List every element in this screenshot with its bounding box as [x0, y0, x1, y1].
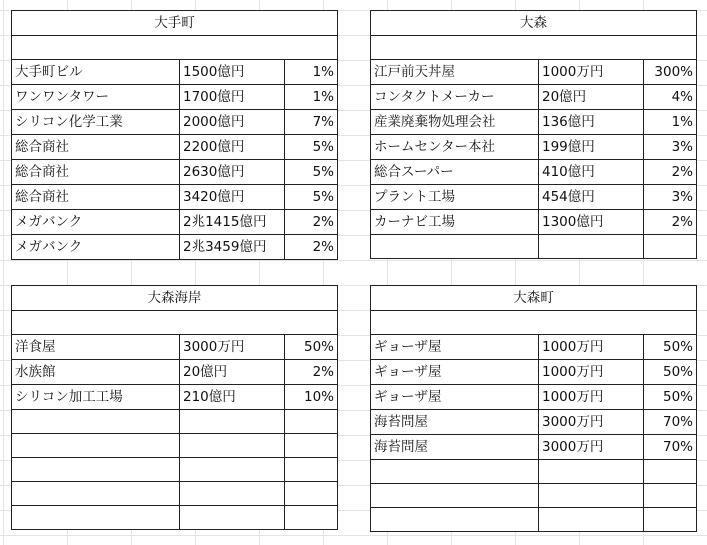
table-row	[12, 360, 338, 385]
table-blank-row	[12, 311, 338, 335]
percent-cell[interactable]: 7%	[285, 110, 338, 135]
percent-cell[interactable]: 3%	[644, 185, 697, 210]
table-row	[371, 110, 697, 135]
company-cell[interactable]: 総合商社	[12, 185, 180, 210]
table-row	[12, 135, 338, 160]
company-cell[interactable]: 産業廃棄物処理会社	[371, 110, 539, 135]
table-row	[371, 335, 697, 360]
table-row	[12, 458, 338, 482]
table-row	[371, 135, 697, 160]
percent-cell[interactable]: 1%	[644, 110, 697, 135]
table-row	[371, 435, 697, 460]
company-cell[interactable]	[12, 410, 180, 434]
company-cell[interactable]	[12, 482, 180, 506]
percent-cell[interactable]: 50%	[644, 385, 697, 410]
company-cell[interactable]: ギョーザ屋	[371, 385, 539, 410]
percent-cell[interactable]	[644, 460, 697, 484]
percent-cell[interactable]: 50%	[644, 360, 697, 385]
capital-cell[interactable]: 20億円	[539, 85, 644, 110]
company-cell[interactable]	[12, 506, 180, 530]
percent-cell[interactable]	[285, 482, 338, 506]
table-row	[12, 160, 338, 185]
company-cell[interactable]	[12, 434, 180, 458]
table-row	[371, 85, 697, 110]
table-title-row	[371, 286, 697, 311]
company-cell[interactable]: 海苔問屋	[371, 410, 539, 435]
table-blank-row	[371, 311, 697, 335]
company-cell[interactable]: シリコン化学工業	[12, 110, 180, 135]
percent-cell[interactable]: 50%	[644, 335, 697, 360]
percent-cell[interactable]: 2%	[644, 210, 697, 235]
capital-cell[interactable]: 1000万円	[539, 60, 644, 85]
table-title[interactable]: 大森海岸	[12, 286, 338, 311]
omori-machi-table	[370, 285, 697, 532]
capital-cell[interactable]: 2兆1415億円	[180, 210, 285, 235]
table-row	[371, 484, 697, 508]
percent-cell[interactable]: 1%	[285, 85, 338, 110]
table-row	[371, 210, 697, 235]
table-row	[12, 210, 338, 235]
percent-cell[interactable]: 3%	[644, 135, 697, 160]
capital-cell[interactable]: 3000万円	[180, 335, 285, 360]
table-row	[12, 235, 338, 260]
company-cell[interactable]: 洋食屋	[12, 335, 180, 360]
capital-cell[interactable]: 2000億円	[180, 110, 285, 135]
omori-kaigan-table	[11, 285, 338, 530]
capital-cell[interactable]: 210億円	[180, 385, 285, 410]
company-cell[interactable]: ホームセンター本社	[371, 135, 539, 160]
percent-cell[interactable]	[285, 434, 338, 458]
company-cell[interactable]: 総合商社	[12, 135, 180, 160]
capital-cell[interactable]: 2200億円	[180, 135, 285, 160]
percent-cell[interactable]: 70%	[644, 435, 697, 460]
capital-cell[interactable]: 20億円	[180, 360, 285, 385]
table-row	[371, 360, 697, 385]
table-row	[12, 85, 338, 110]
table-title[interactable]: 大森町	[371, 286, 697, 311]
capital-cell[interactable]: 410億円	[539, 160, 644, 185]
table-row	[371, 410, 697, 435]
table-row	[12, 506, 338, 530]
percent-cell[interactable]	[644, 235, 697, 259]
capital-cell[interactable]: 3000万円	[539, 410, 644, 435]
percent-cell[interactable]: 1%	[285, 60, 338, 85]
company-cell[interactable]	[371, 484, 539, 508]
capital-cell[interactable]	[180, 434, 285, 458]
table-row	[12, 482, 338, 506]
capital-cell[interactable]: 199億円	[539, 135, 644, 160]
capital-cell[interactable]	[539, 508, 644, 532]
capital-cell[interactable]: 3420億円	[180, 185, 285, 210]
capital-cell[interactable]	[539, 460, 644, 484]
capital-cell[interactable]: 454億円	[539, 185, 644, 210]
company-cell[interactable]: 江戸前天丼屋	[371, 60, 539, 85]
capital-cell[interactable]: 3000万円	[539, 435, 644, 460]
blank-cell[interactable]	[12, 311, 338, 335]
table-row	[12, 335, 338, 360]
table-row	[371, 160, 697, 185]
percent-cell[interactable]: 2%	[285, 360, 338, 385]
percent-cell[interactable]: 300%	[644, 60, 697, 85]
table-title[interactable]: 大手町	[12, 11, 338, 36]
percent-cell[interactable]: 5%	[285, 185, 338, 210]
capital-cell[interactable]: 1000万円	[539, 385, 644, 410]
percent-cell[interactable]: 4%	[644, 85, 697, 110]
percent-cell[interactable]: 70%	[644, 410, 697, 435]
percent-cell[interactable]: 10%	[285, 385, 338, 410]
blank-cell[interactable]	[371, 36, 697, 60]
company-cell[interactable]	[371, 508, 539, 532]
capital-cell[interactable]: 136億円	[539, 110, 644, 135]
capital-cell[interactable]: 1700億円	[180, 85, 285, 110]
company-cell[interactable]: プラント工場	[371, 185, 539, 210]
otemachi-table	[11, 10, 338, 260]
table-row	[12, 434, 338, 458]
capital-cell[interactable]: 1000万円	[539, 360, 644, 385]
percent-cell[interactable]: 2%	[285, 235, 338, 260]
table-row	[12, 60, 338, 85]
percent-cell[interactable]	[285, 506, 338, 530]
percent-cell[interactable]: 2%	[644, 160, 697, 185]
blank-cell[interactable]	[371, 311, 697, 335]
table-row	[12, 410, 338, 434]
company-cell[interactable]: シリコン加工工場	[12, 385, 180, 410]
capital-cell[interactable]: 2630億円	[180, 160, 285, 185]
percent-cell[interactable]: 5%	[285, 160, 338, 185]
table-row	[12, 185, 338, 210]
company-cell[interactable]: 総合商社	[12, 160, 180, 185]
omori-table	[370, 10, 697, 259]
company-cell[interactable]: 水族館	[12, 360, 180, 385]
table-title-row	[12, 286, 338, 311]
table-row	[371, 60, 697, 85]
percent-cell[interactable]: 5%	[285, 135, 338, 160]
company-cell[interactable]: カーナビ工場	[371, 210, 539, 235]
table-title-row	[371, 11, 697, 36]
capital-cell[interactable]: 1000万円	[539, 335, 644, 360]
capital-cell[interactable]: 1300億円	[539, 210, 644, 235]
table-row	[371, 460, 697, 484]
capital-cell[interactable]: 1500億円	[180, 60, 285, 85]
company-cell[interactable]: メガバンク	[12, 210, 180, 235]
capital-cell[interactable]	[539, 235, 644, 259]
table-row	[12, 385, 338, 410]
blank-cell[interactable]	[12, 36, 338, 60]
company-cell[interactable]: 総合スーパー	[371, 160, 539, 185]
percent-cell[interactable]	[285, 458, 338, 482]
company-cell[interactable]: ワンワンタワー	[12, 85, 180, 110]
capital-cell[interactable]	[539, 484, 644, 508]
percent-cell[interactable]	[285, 410, 338, 434]
table-row	[12, 110, 338, 135]
company-cell[interactable]: 大手町ビル	[12, 60, 180, 85]
capital-cell[interactable]	[180, 458, 285, 482]
company-cell[interactable]: ギョーザ屋	[371, 335, 539, 360]
capital-cell[interactable]: 2兆3459億円	[180, 235, 285, 260]
percent-cell[interactable]	[644, 508, 697, 532]
company-cell[interactable]: 海苔問屋	[371, 435, 539, 460]
capital-cell[interactable]	[180, 410, 285, 434]
capital-cell[interactable]	[180, 482, 285, 506]
table-row	[371, 508, 697, 532]
table-blank-row	[12, 36, 338, 60]
company-cell[interactable]	[371, 460, 539, 484]
company-cell[interactable]	[12, 458, 180, 482]
capital-cell[interactable]	[180, 506, 285, 530]
percent-cell[interactable]: 50%	[285, 335, 338, 360]
percent-cell[interactable]: 2%	[285, 210, 338, 235]
table-row	[371, 235, 697, 259]
table-blank-row	[371, 36, 697, 60]
company-cell[interactable]: メガバンク	[12, 235, 180, 260]
table-title[interactable]: 大森	[371, 11, 697, 36]
company-cell[interactable]	[371, 235, 539, 259]
company-cell[interactable]: コンタクトメーカー	[371, 85, 539, 110]
company-cell[interactable]: ギョーザ屋	[371, 360, 539, 385]
table-row	[371, 385, 697, 410]
table-title-row	[12, 11, 338, 36]
percent-cell[interactable]	[644, 484, 697, 508]
table-row	[371, 185, 697, 210]
